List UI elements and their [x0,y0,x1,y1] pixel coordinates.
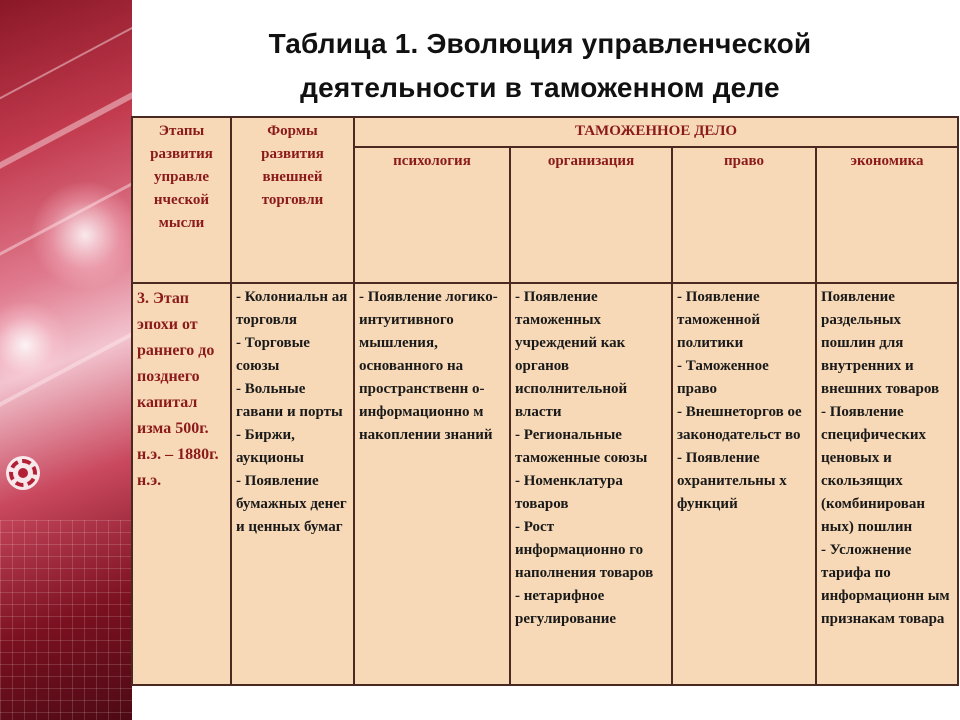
subheader-psychology: психология [354,147,510,283]
cell-organization: - Появление таможенных учреждений как органов исполнительной власти - Региональные таможенные союзы - Номенклатура товаров - Рост информационно го наполнения товаров - нетарифное регулирование [510,283,672,685]
header-customs: ТАМОЖЕННОЕ ДЕЛО [354,117,958,147]
cell-economics: Появление раздельных пошлин для внутренних и внешних товаров - Появление специфических ценовых и скользящих (комбинирован ных) пошлин - Усложнение тарифа по информационн ым признакам товара [816,283,958,685]
title-line-2: деятельности в таможенном деле [300,72,780,103]
subheader-organization: организация [510,147,672,283]
radiation-icon [6,456,40,490]
title-line-1: Таблица 1. Эволюция управленческой [268,28,812,59]
subheader-law: право [672,147,816,283]
cell-law: - Появление таможенной политики - Таможенное право - Внешнеторгов ое законодательст во - Появление охранительны х функций [672,283,816,685]
page-title [140,22,940,110]
cell-trade-forms: - Колониальн ая торговля - Торговые союзы - Вольные гавани и порты - Биржи, аукционы - Появление бумажных денег и ценных бумаг [231,283,354,685]
header-stages: Этапы развития управле нческой мысли [132,117,231,283]
header-trade-forms: Формы развития внешней торговли [231,117,354,283]
cell-psychology: - Появление логико-интуитивного мышления, основанного на пространственн о-информационно м накоплении знаний [354,283,510,685]
decorative-sidebar [0,0,132,720]
evolution-table [131,116,959,686]
subheader-economics: экономика [816,147,958,283]
cell-stage: 3. Этап эпохи от раннего до позднего капитал изма 500г. н.э. – 1880г. н.э. [132,283,231,685]
